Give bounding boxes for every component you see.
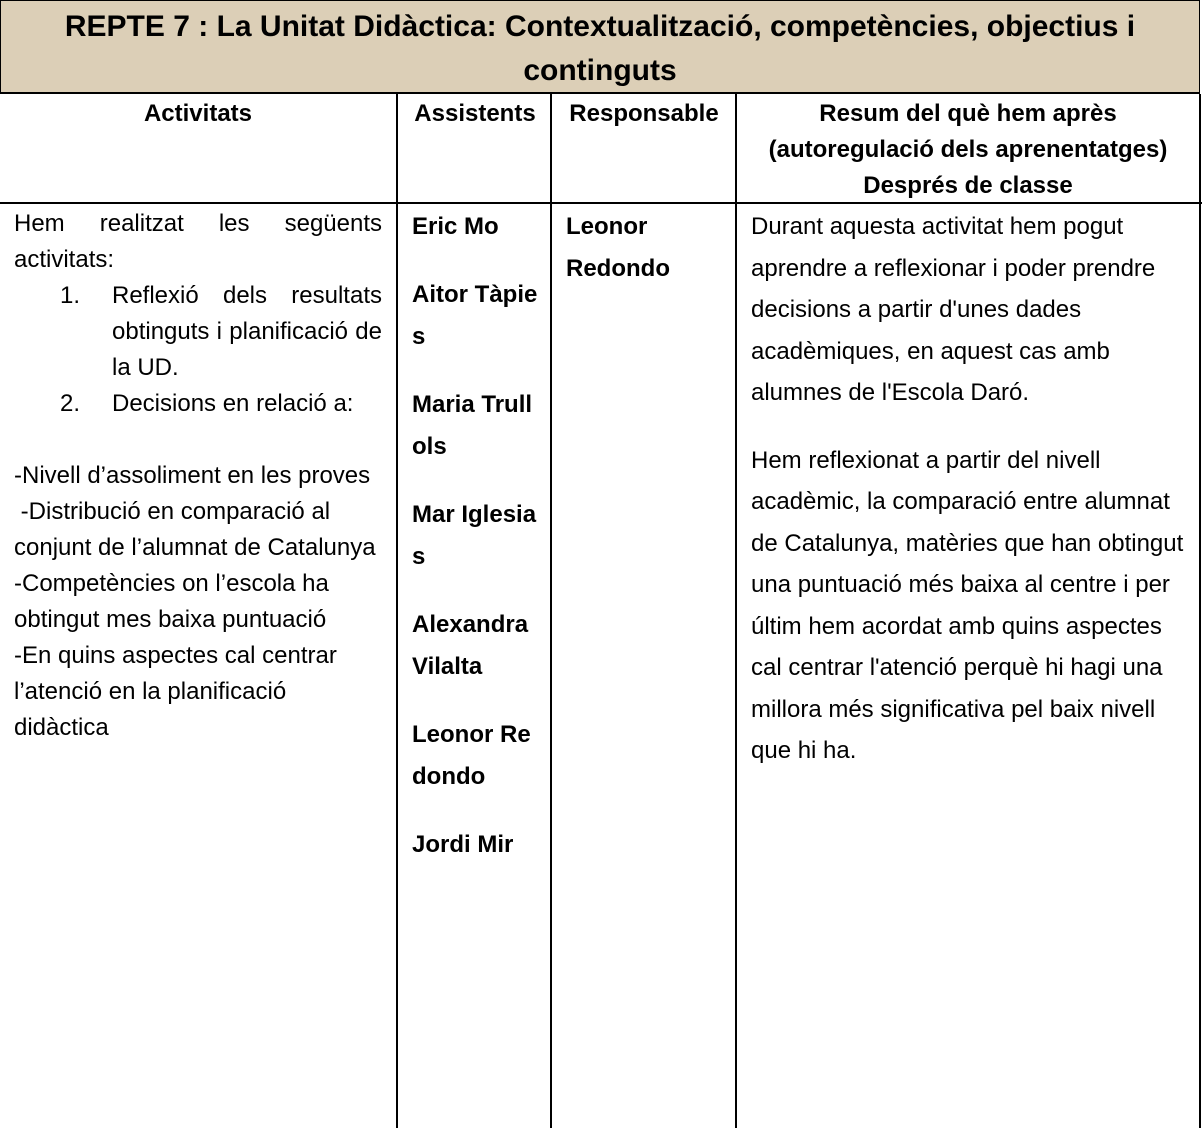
assistent-name: Leonor Redondo — [412, 721, 531, 790]
decision-item: -Nivell d’assoliment en les proves — [14, 462, 371, 489]
list-item-text: Decisions en relació a: — [112, 390, 354, 417]
assistent-name: Jordi Mir — [412, 831, 514, 858]
header-resum — [737, 96, 1199, 204]
header-responsable: Responsable — [569, 100, 719, 127]
header-activitats: Activitats — [143, 100, 253, 127]
document-title: REPTE 7 : La Unitat Didàctica: Contextualització, competències, objectius i continguts — [0, 0, 1200, 94]
activitats-intro-line1: Hem realitzat les següents — [14, 210, 382, 237]
assistent-name: Alexandra Vilalta — [412, 611, 529, 680]
resum-paragraph: Hem reflexionat a partir del nivell acadèmic, la comparació entre alumnat de Catalunya, matèries que han obtingut una puntuació més baixa al centre i per últim hem acordat amb quins aspectes cal centrar l'atenció perquè hi hagi una millora més significativa pel baix nivell que hi ha. — [751, 446, 1184, 764]
resum-cell — [751, 206, 1191, 798]
list-item-text: Reflexió dels resultats obtinguts i planificació de la UD. — [112, 282, 382, 381]
list-item — [14, 278, 382, 386]
list-item-number: 1. — [60, 282, 81, 309]
assistents-cell — [412, 206, 542, 892]
header-resum-line3: Després de classe — [863, 172, 1073, 199]
column-divider — [396, 94, 398, 1128]
header-resum-line2: (autoregulació dels aprenentatges) — [768, 136, 1168, 163]
assistent-name: Mar Iglesias — [412, 501, 537, 570]
activitats-intro-line2: activitats: — [14, 246, 115, 273]
assistent-name: Maria Trullols — [412, 391, 533, 460]
list-item-number: 2. — [60, 390, 81, 417]
resum-paragraph: Durant aquesta activitat hem pogut aprendre a reflexionar i poder prendre decisions a partir d'unes dades acadèmiques, en aquest cas amb alumnes de l'Escola Daró. — [751, 213, 1156, 406]
column-divider — [550, 94, 552, 1128]
list-item — [14, 386, 382, 422]
header-resum-line1: Resum del què hem après — [819, 100, 1117, 127]
decision-item: -Competències on l’escola ha obtingut mes baixa puntuació — [14, 570, 329, 633]
decision-item: -Distribució en comparació al conjunt de l’alumnat de Catalunya — [14, 498, 376, 561]
activitats-cell — [14, 206, 382, 746]
decision-item: -En quins aspectes cal centrar l’atenció en la planificació didàctica — [14, 642, 337, 741]
assistent-name: Aitor Tàpies — [412, 281, 538, 350]
assistent-name: Eric Mo — [412, 213, 499, 240]
header-assistents: Assistents — [414, 100, 536, 127]
responsable-name: Leonor Redondo — [566, 213, 670, 282]
column-divider — [1199, 94, 1201, 1128]
column-divider — [735, 94, 737, 1128]
